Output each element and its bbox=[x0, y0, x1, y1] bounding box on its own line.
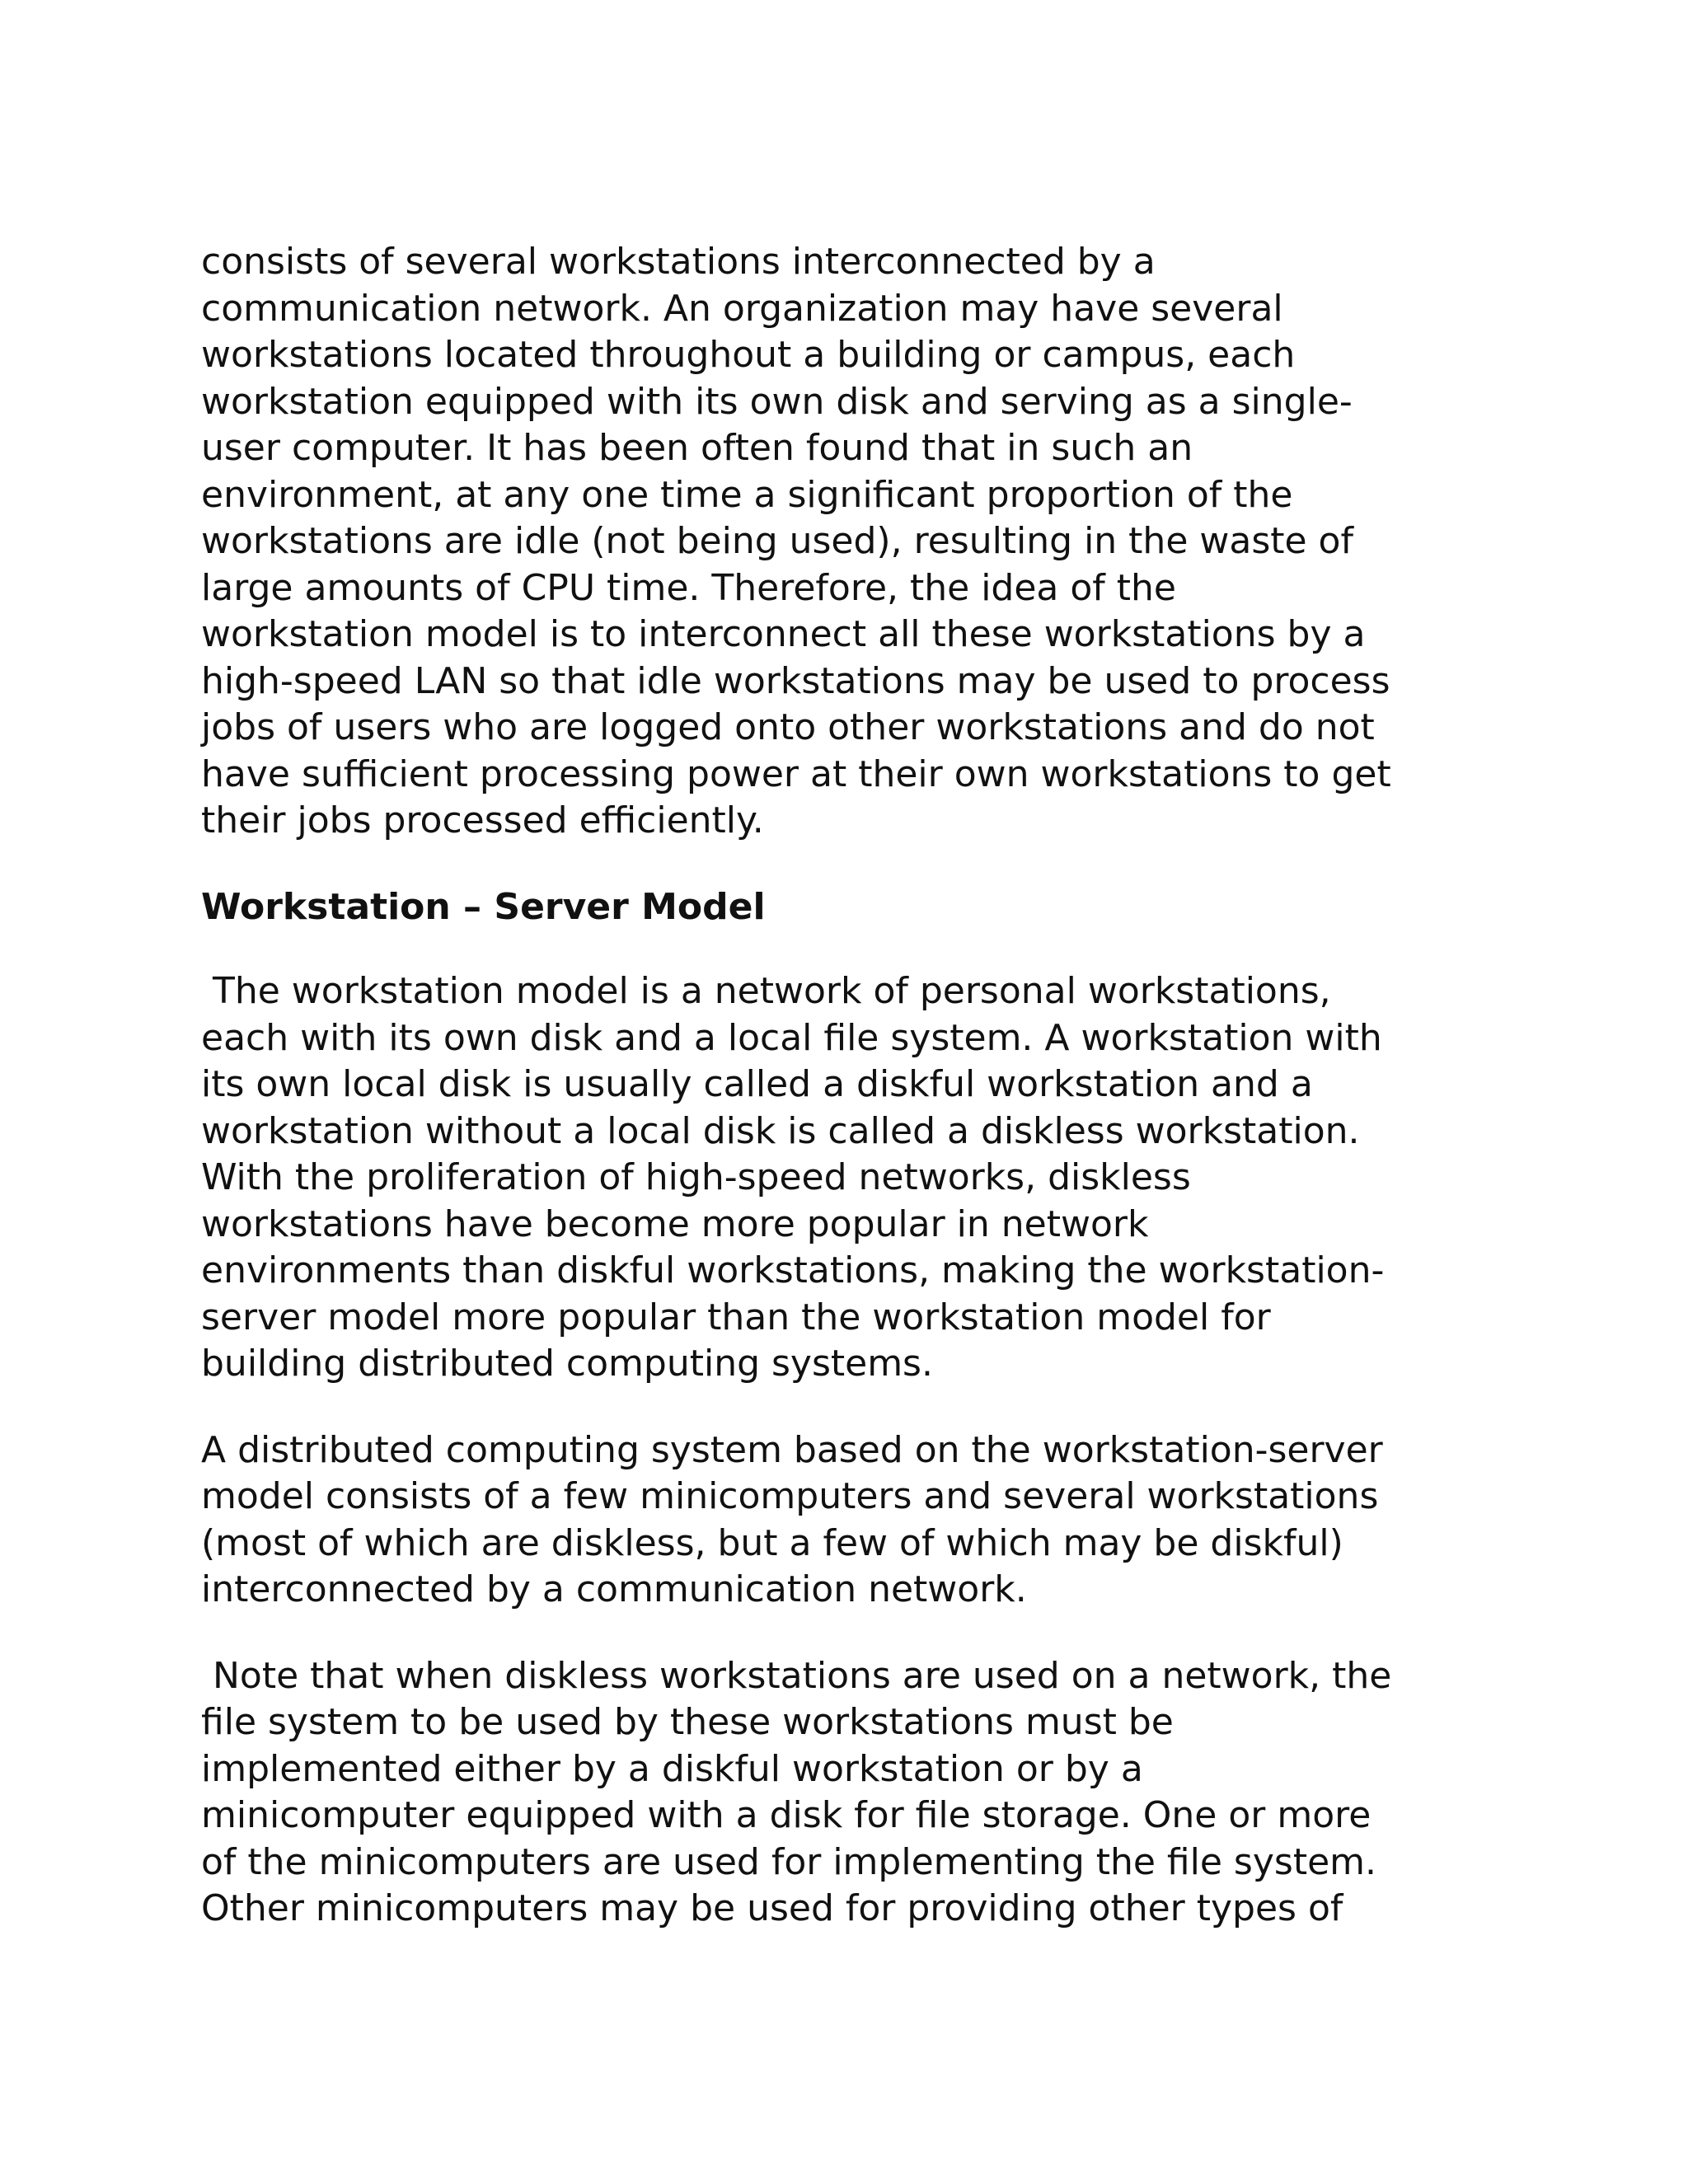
text-line: workstation model is to interconnect all these workstations by a bbox=[201, 613, 1366, 655]
text-line: workstations have become more popular in network bbox=[201, 1202, 1149, 1245]
text-line: their jobs processed efficiently. bbox=[201, 799, 764, 841]
text-line: workstation equipped with its own disk and serving as a single- bbox=[201, 380, 1353, 423]
text-line: building distributed computing systems. bbox=[201, 1343, 933, 1385]
text-line: of the minicomputers are used for implementing the file system. bbox=[201, 1840, 1376, 1883]
text-line: workstation without a local disk is called a diskless workstation. bbox=[201, 1109, 1360, 1152]
text-line: large amounts of CPU time. Therefore, the idea of the bbox=[201, 566, 1176, 609]
text-line: jobs of users who are logged onto other workstations and do not bbox=[201, 706, 1375, 748]
text-line: minicomputer equipped with a disk for file storage. One or more bbox=[201, 1794, 1372, 1836]
text-line: Other minicomputers may be used for providing other types of bbox=[201, 1887, 1343, 1929]
text-line: Note that when diskless workstations are used on a network, the bbox=[201, 1654, 1392, 1697]
section-heading: Workstation – Server Model bbox=[201, 885, 766, 928]
text-line: workstations located throughout a building or campus, each bbox=[201, 334, 1296, 376]
text-line: its own local disk is usually called a diskful workstation and a bbox=[201, 1063, 1313, 1105]
text-line: file system to be used by these workstations must be bbox=[201, 1701, 1174, 1743]
text-line: each with its own disk and a local file system. A workstation with bbox=[201, 1016, 1382, 1059]
text-line: high-speed LAN so that idle workstations may be used to process bbox=[201, 659, 1390, 702]
paragraph-distributed-system bbox=[201, 1427, 1487, 1614]
paragraph-diskless-note bbox=[201, 1653, 1487, 1933]
text-line: The workstation model is a network of personal workstations, bbox=[201, 970, 1331, 1012]
text-line: environment, at any one time a significant proportion of the bbox=[201, 473, 1293, 516]
text-line: server model more popular than the workstation model for bbox=[201, 1296, 1271, 1338]
text-line: A distributed computing system based on the workstation-server bbox=[201, 1428, 1383, 1471]
text-line: environments than diskful workstations, making the workstation- bbox=[201, 1249, 1385, 1291]
text-line: communication network. An organization may have several bbox=[201, 287, 1283, 330]
paragraph-workstation-model-continued bbox=[201, 239, 1487, 845]
text-line: implemented either by a diskful workstation or by a bbox=[201, 1747, 1143, 1790]
paragraph-workstation-server-intro bbox=[201, 968, 1487, 1388]
text-line: model consists of a few minicomputers and several workstations bbox=[201, 1475, 1379, 1517]
text-line: (most of which are diskless, but a few of which may be diskful) bbox=[201, 1521, 1343, 1564]
document-body bbox=[201, 239, 1487, 1972]
text-line: workstations are idle (not being used), resulting in the waste of bbox=[201, 520, 1353, 562]
text-line: user computer. It has been often found that in such an bbox=[201, 427, 1193, 469]
text-line: interconnected by a communication network. bbox=[201, 1568, 1027, 1610]
text-line: consists of several workstations interconnected by a bbox=[201, 241, 1156, 283]
text-line: have sufficient processing power at their own workstations to get bbox=[201, 752, 1391, 795]
text-line: With the proliferation of high-speed networks, diskless bbox=[201, 1156, 1191, 1198]
